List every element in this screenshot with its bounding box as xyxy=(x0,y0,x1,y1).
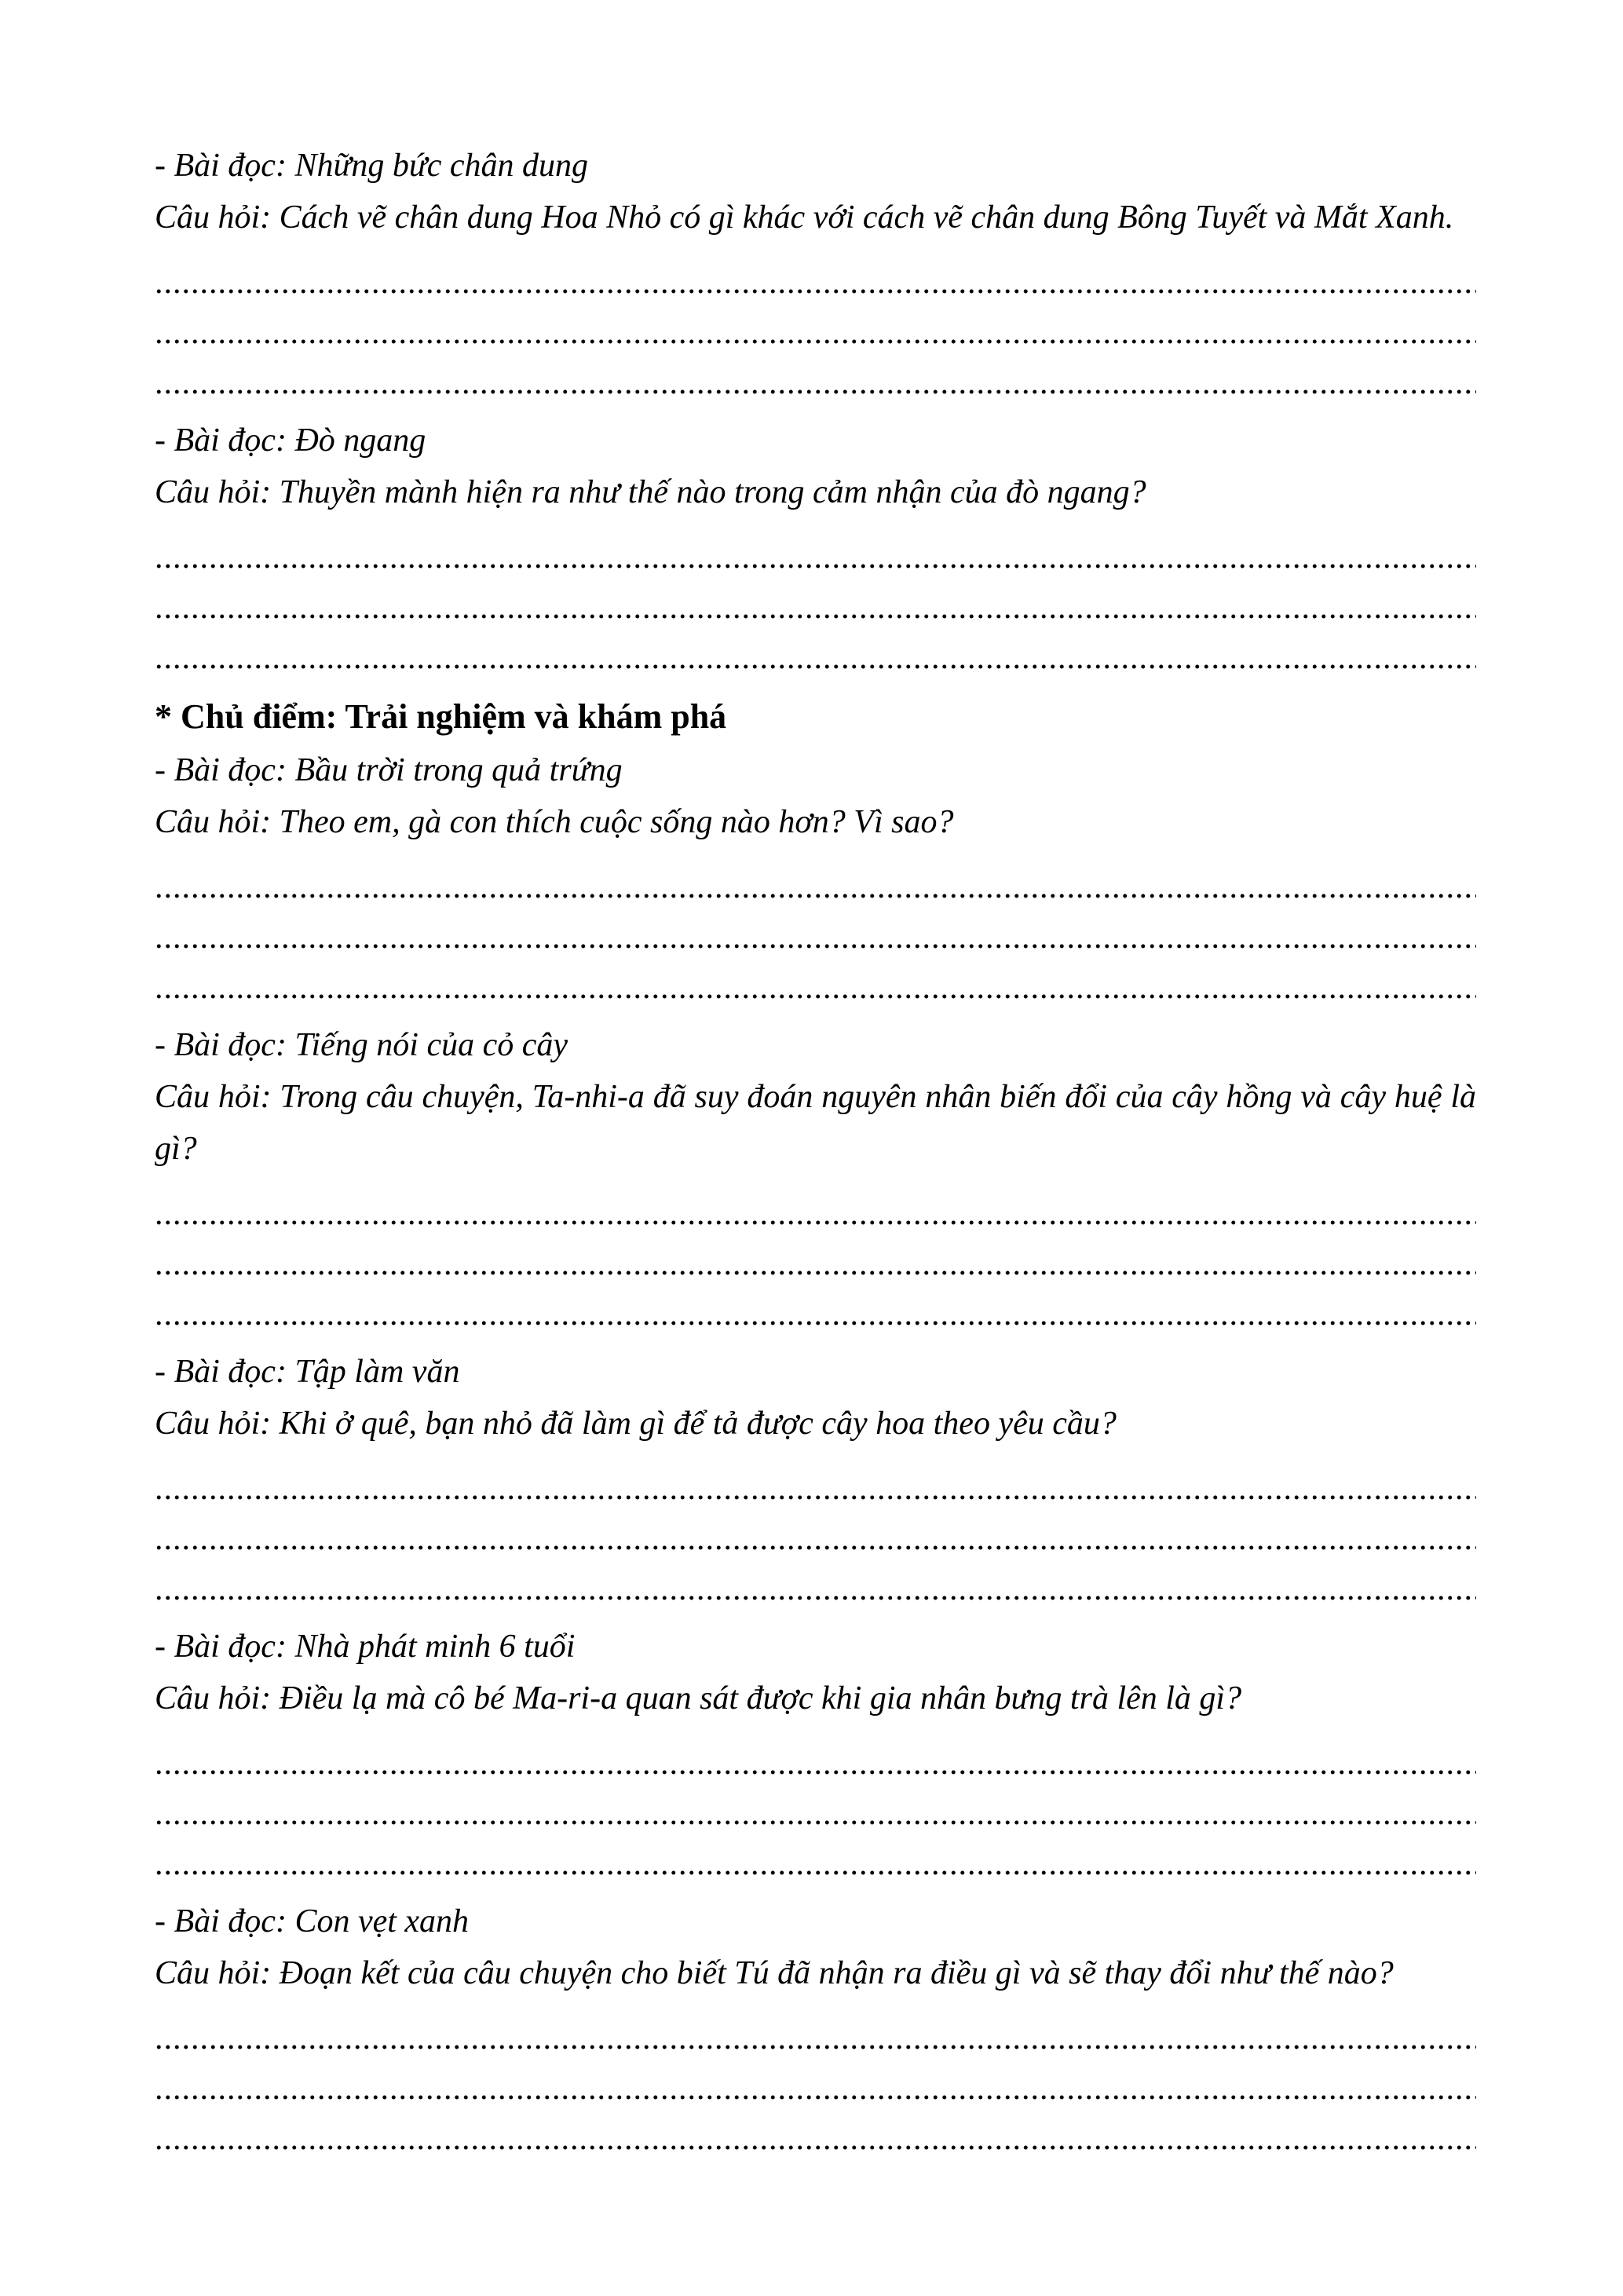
answer-line xyxy=(155,1289,1476,1340)
answer-area xyxy=(155,258,1476,408)
question-text: Câu hỏi: Cách vẽ chân dung Hoa Nhỏ có gì khác với cách vẽ chân dung Bông Tuyết và Mắt Xanh. xyxy=(155,199,1454,236)
reading-item xyxy=(155,1346,1476,1614)
reading-item xyxy=(155,1621,1476,1889)
answer-line xyxy=(155,2013,1476,2064)
answer-line xyxy=(155,963,1476,1013)
question-text: Câu hỏi: Theo em, gà con thích cuộc sống nào hơn? Vì sao? xyxy=(155,804,954,840)
reading-title: - Bài đọc: Con vẹt xanh xyxy=(155,1903,470,1940)
answer-line xyxy=(155,532,1476,583)
answer-line xyxy=(155,633,1476,683)
section-heading: * Chủ điểm: Trải nghiệm và khám phá xyxy=(155,697,727,736)
reading-item xyxy=(155,1896,1476,2164)
answer-line xyxy=(155,1839,1476,1889)
answer-line xyxy=(155,2114,1476,2164)
answer-line xyxy=(155,912,1476,963)
question-text: Câu hỏi: Khi ở quê, bạn nhỏ đã làm gì để tả được cây hoa theo yêu cầu? xyxy=(155,1406,1117,1442)
answer-line xyxy=(155,1464,1476,1514)
answer-line xyxy=(155,308,1476,358)
reading-title: - Bài đọc: Tập làm văn xyxy=(155,1354,460,1390)
answer-line xyxy=(155,1189,1476,1239)
question-text: Câu hỏi: Đoạn kết của câu chuyện cho biết Tú đã nhận ra điều gì và sẽ thay đổi như thế nào? xyxy=(155,1955,1394,1991)
answer-line xyxy=(155,1738,1476,1789)
answer-line xyxy=(155,583,1476,633)
answer-line xyxy=(155,1789,1476,1839)
reading-title: - Bài đọc: Tiếng nói của cỏ cây xyxy=(155,1027,568,1063)
answer-line xyxy=(155,258,1476,308)
answer-area xyxy=(155,862,1476,1013)
answer-line xyxy=(155,862,1476,912)
answer-line xyxy=(155,2064,1476,2114)
reading-title: - Bài đọc: Bầu trời trong quả trứng xyxy=(155,752,623,788)
answer-area xyxy=(155,1189,1476,1340)
answer-line xyxy=(155,1239,1476,1289)
answer-line xyxy=(155,358,1476,408)
reading-item xyxy=(155,744,1476,1013)
question-text: Câu hỏi: Thuyền mành hiện ra như thế nào trong cảm nhận của đò ngang? xyxy=(155,474,1146,510)
answer-area xyxy=(155,1464,1476,1614)
answer-line xyxy=(155,1564,1476,1614)
question-text: Câu hỏi: Điều lạ mà cô bé Ma-ri-a quan sát được khi gia nhân bưng trà lên là gì? xyxy=(155,1680,1242,1717)
reading-title: - Bài đọc: Đò ngang xyxy=(155,422,426,459)
reading-title: - Bài đọc: Nhà phát minh 6 tuổi xyxy=(155,1629,576,1665)
answer-area xyxy=(155,2013,1476,2164)
answer-area xyxy=(155,1738,1476,1889)
reading-item xyxy=(155,1019,1476,1340)
reading-item xyxy=(155,415,1476,683)
reading-item xyxy=(155,140,1476,408)
answer-area xyxy=(155,532,1476,683)
answer-line xyxy=(155,1514,1476,1564)
question-text: Câu hỏi: Trong câu chuyện, Ta-nhi-a đã suy đoán nguyên nhân biến đổi của cây hồng và cây huệ là gì? xyxy=(155,1079,1476,1167)
reading-title: - Bài đọc: Những bức chân dung xyxy=(155,148,589,184)
